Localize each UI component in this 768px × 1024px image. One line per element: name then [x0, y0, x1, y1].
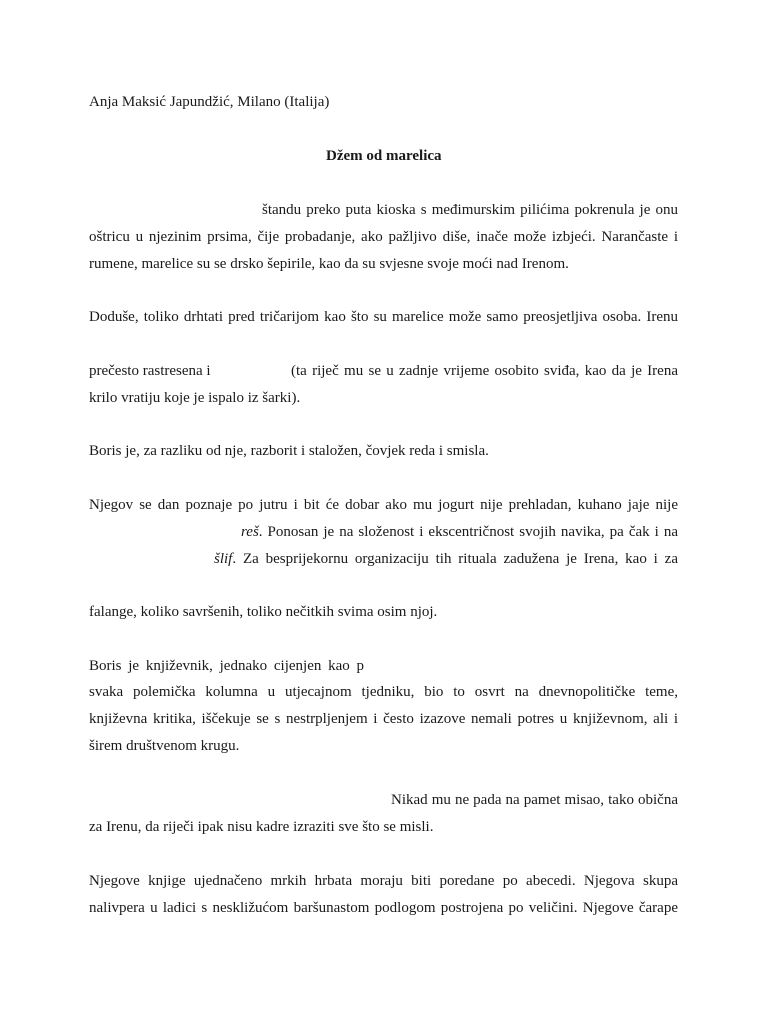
- paragraph-1-line-2: oštricu u njezinim prsima, čije probadanje, ako pažljivo diše, inače može izbjeći. Narančaste i: [89, 229, 678, 245]
- paragraph-7-line-2: svaka polemička kolumna u utjecajnom tjedniku, bio to osvrt na dnevnopolitičke teme,: [89, 684, 678, 700]
- paragraph-2-line-1: Doduše, toliko drhtati pred tričarijom kao što su marelice može samo preosjetljiva osoba. Irenu: [89, 309, 678, 325]
- paragraph-6-line-1: falange, koliko savršenih, toliko nečitkih svima osim njoj.: [89, 604, 438, 620]
- paragraph-5-line-2: reš. Ponosan je na složenost i ekscentričnost svojih navika, pa čak i na: [241, 524, 678, 540]
- story-title: Džem od marelica: [326, 148, 442, 164]
- paragraph-7-line-1: Boris je književnik, jednako cijenjen kao p: [89, 658, 364, 674]
- paragraph-7-line-3: književna kritika, iščekuje se s nestrpljenjem i često izazove nemali potres u književnom, ali i: [89, 711, 678, 727]
- paragraph-8-line-1: Nikad mu ne pada na pamet misao, tako obična: [391, 792, 678, 808]
- paragraph-7-line-4: širem društvenom krugu.: [89, 738, 240, 754]
- paragraph-3-line-2: krilo vratiju koje je ispalo iz šarki).: [89, 390, 301, 406]
- paragraph-9-line-2: nalivpera u ladici s neskližućom baršunastom podlogom postrojena po veličini. Njegove čarape: [89, 900, 678, 916]
- paragraph-4-line-1: Boris je, za razliku od nje, razborit i staložen, čovjek reda i smisla.: [89, 443, 489, 459]
- paragraph-1-line-3: rumene, marelice su se drsko šepirile, kao da su svjesne svoje moći nad Irenom.: [89, 256, 569, 272]
- paragraph-9-line-1: Njegove knjige ujednačeno mrkih hrbata moraju biti poredane po abecedi. Njegova skupa: [89, 873, 678, 889]
- paragraph-1-line-1: štandu preko puta kioska s međimurskim pilićima pokrenula je onu: [262, 202, 678, 218]
- paragraph-8-line-2: za Irenu, da riječi ipak nisu kadre izraziti sve što se misli.: [89, 819, 434, 835]
- author-line: Anja Maksić Japundžić, Milano (Italija): [89, 94, 330, 110]
- paragraph-5-line-1: Njegov se dan poznaje po jutru i bit će dobar ako mu jogurt nije prehladan, kuhano jaje nije: [89, 497, 678, 513]
- paragraph-3-line-1: prečesto rastresena i (ta riječ mu se u zadnje vrijeme osobito sviđa, kao da je Irena: [89, 363, 678, 379]
- paragraph-5-line-3: šlif. Za besprijekornu organizaciju tih rituala zadužena je Irena, kao i za: [214, 551, 678, 567]
